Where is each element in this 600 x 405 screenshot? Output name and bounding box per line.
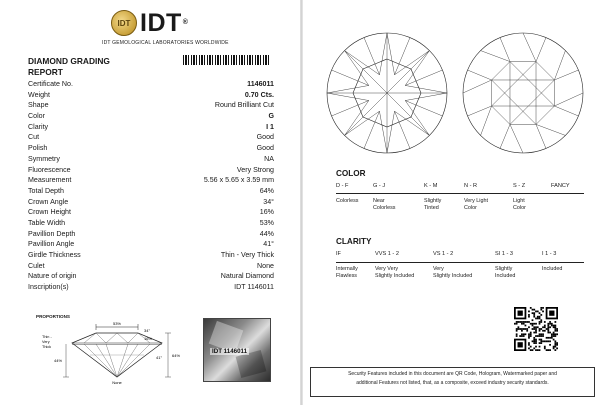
field-value: NA xyxy=(264,154,274,163)
field-label: Table Width xyxy=(28,218,66,227)
svg-text:Very: Very xyxy=(42,340,50,344)
color-grade: D - F xyxy=(336,183,349,189)
field-row xyxy=(28,175,274,186)
field-value: 34° xyxy=(263,197,274,206)
color-scale-line xyxy=(336,193,584,194)
field-value: Round Brilliant Cut xyxy=(214,101,274,110)
field-label: Weight xyxy=(28,90,50,99)
field-row xyxy=(28,218,274,229)
color-description: Light Color xyxy=(513,198,526,211)
field-label: Polish xyxy=(28,144,48,153)
field-label: Crown Height xyxy=(28,208,71,217)
culet-label: None xyxy=(112,380,122,385)
field-row xyxy=(28,154,274,165)
field-row xyxy=(28,239,274,250)
field-row xyxy=(28,100,274,111)
color-grade: N - R xyxy=(464,183,478,189)
field-label: Pavillion Angle xyxy=(28,240,75,249)
color-description: Very Light Color xyxy=(464,198,488,211)
clarity-plots xyxy=(323,30,588,156)
field-value: Natural Diamond xyxy=(220,272,274,281)
clarity-scale-line xyxy=(336,262,584,263)
total-depth: 64% xyxy=(172,353,181,358)
field-value: 1146011 xyxy=(247,80,274,88)
grading-fields xyxy=(28,79,274,293)
field-value: None xyxy=(257,261,274,270)
field-label: Color xyxy=(28,112,45,121)
field-label: Girdle Thickness xyxy=(28,251,81,259)
clarity-grade: VS 1 - 2 xyxy=(433,251,454,257)
field-value: 16% xyxy=(259,208,274,217)
clarity-grade: VVS 1 - 2 xyxy=(375,251,399,257)
field-row xyxy=(28,111,274,122)
brand-subtitle: IDT GEMOLOGICAL LABORATORIES WORLDWIDE xyxy=(102,40,229,46)
color-description: Near Colorless xyxy=(373,198,396,211)
pavilion-angle: 41° xyxy=(156,355,163,360)
field-label: Nature of origin xyxy=(28,272,77,281)
field-value: Good xyxy=(256,144,274,153)
field-value: G xyxy=(268,112,274,121)
field-row xyxy=(28,122,274,133)
logo-text: IDT® xyxy=(140,9,189,37)
field-value: 5.56 x 5.65 x 3.59 mm xyxy=(203,176,274,185)
right-panel xyxy=(303,0,600,405)
field-label: Certificate No. xyxy=(28,80,73,88)
crown-height: 16% xyxy=(144,336,153,341)
proportions-diagram xyxy=(34,319,198,387)
clarity-description: Internally Flawless xyxy=(336,266,358,279)
pavilion-plot xyxy=(463,33,583,153)
field-label: Crown Angle xyxy=(28,197,69,206)
color-description: Colorless xyxy=(336,198,359,204)
table-pct: 53% xyxy=(112,321,122,326)
field-label: Culet xyxy=(28,261,45,270)
field-value: I 1 xyxy=(266,122,274,131)
clarity-description: Slightly Included xyxy=(495,266,516,279)
field-value: 44% xyxy=(259,229,274,238)
field-value: Good xyxy=(256,133,274,142)
svg-text:Thin -: Thin - xyxy=(42,335,52,339)
color-grade: K - M xyxy=(424,183,438,189)
field-row xyxy=(28,282,274,293)
field-value: IDT 1146011 xyxy=(234,283,274,292)
seal-icon: IDT xyxy=(111,10,137,36)
qr-code[interactable] xyxy=(514,307,558,351)
barcode xyxy=(183,55,269,65)
field-value: Thin - Very Thick xyxy=(220,251,274,259)
crown-angle: 34° xyxy=(144,328,151,333)
field-row xyxy=(28,261,274,272)
field-label: Clarity xyxy=(28,122,49,131)
field-value: 41° xyxy=(263,240,274,249)
clarity-grade: I 1 - 3 xyxy=(542,251,557,257)
svg-text:Thick: Thick xyxy=(42,345,52,349)
field-label: Shape xyxy=(28,101,49,110)
field-row xyxy=(28,229,274,240)
field-value: 53% xyxy=(259,218,274,227)
field-row xyxy=(28,207,274,218)
proportions-label: PROPORTIONS xyxy=(36,314,70,319)
field-row xyxy=(28,79,274,90)
report-title: DIAMOND GRADING REPORT xyxy=(28,56,110,77)
field-row xyxy=(28,197,274,208)
pavilion-depth: 44% xyxy=(54,358,63,363)
color-grade: S - Z xyxy=(513,183,526,189)
field-label: Fluorescence xyxy=(28,165,71,174)
security-footer: Security Features included in this document are QR Code, Hologram, Watermarked paper and additional Features not listed, that, as a composite, exceed industry security standards. xyxy=(310,367,595,397)
field-value: Very Strong xyxy=(236,165,274,174)
field-label: Total Depth xyxy=(28,186,64,195)
field-value: 0.70 Cts. xyxy=(244,90,274,99)
clarity-title: CLARITY xyxy=(336,237,372,246)
field-label: Inscription(s) xyxy=(28,283,69,292)
color-grade: G - J xyxy=(373,183,386,189)
field-row xyxy=(28,250,274,261)
clarity-grade: SI 1 - 3 xyxy=(495,251,514,257)
field-value: 64% xyxy=(259,186,274,195)
brand-logo xyxy=(111,10,188,36)
field-label: Cut xyxy=(28,133,40,142)
field-label: Measurement xyxy=(28,176,72,185)
color-description: Slightly Tinted xyxy=(424,198,442,211)
clarity-grade: IF xyxy=(336,251,341,257)
field-row xyxy=(28,132,274,143)
photo-inscription: IDT 1146011 xyxy=(212,348,248,355)
field-row xyxy=(28,186,274,197)
field-row xyxy=(28,90,274,101)
field-row xyxy=(28,143,274,154)
field-label: Symmetry xyxy=(28,154,60,163)
field-label: Pavillion Depth xyxy=(28,229,76,238)
clarity-description: Very Very Slightly Included xyxy=(375,266,415,279)
field-row xyxy=(28,271,274,282)
color-grade: FANCY xyxy=(551,183,570,189)
field-row xyxy=(28,165,274,176)
stone-photo xyxy=(203,318,271,382)
clarity-description: Included xyxy=(542,266,563,272)
color-title: COLOR xyxy=(336,169,366,178)
clarity-description: Very Slightly Included xyxy=(433,266,473,279)
